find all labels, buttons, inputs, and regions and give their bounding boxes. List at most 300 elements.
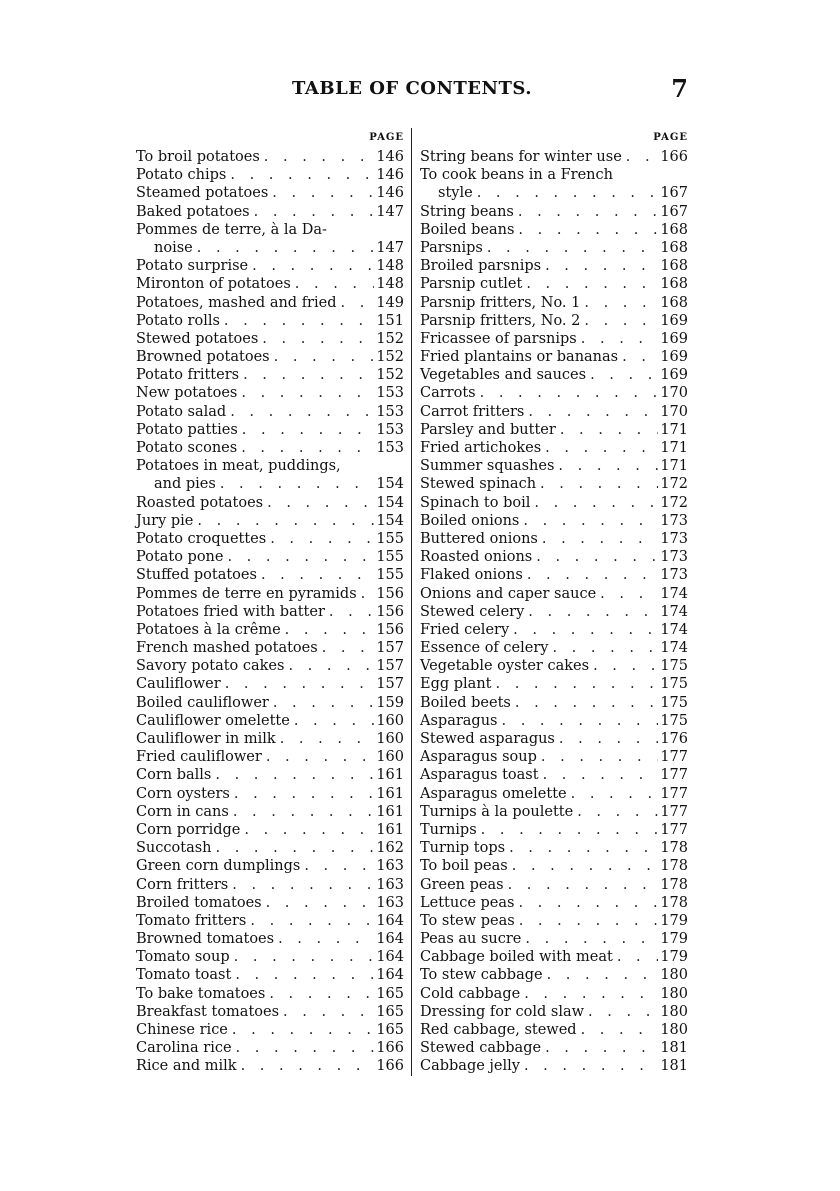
toc-entry	[420, 675, 688, 693]
toc-entry	[136, 366, 404, 384]
toc-entry-title: Stewed potatoes	[136, 330, 259, 347]
toc-entry-page: 157	[376, 640, 404, 657]
toc-entry	[420, 184, 688, 202]
dot-leader	[228, 1021, 374, 1039]
toc-entry-title: Cauliflower omelette	[136, 712, 290, 729]
toc-entry-title: Potato salad	[136, 403, 227, 420]
page-column-label: PAGE	[653, 132, 688, 143]
toc-entry-page: 175	[660, 712, 688, 729]
dot-leader	[284, 657, 374, 675]
dot-leader	[220, 312, 374, 330]
dot-leader	[523, 566, 658, 584]
toc-entry	[136, 494, 404, 512]
toc-entry	[420, 1021, 688, 1039]
toc-entry-title: Breakfast tomatoes	[136, 1003, 280, 1020]
toc-entry-page: 170	[660, 403, 688, 420]
dot-leader	[230, 785, 374, 803]
toc-entry-title: Potato chips	[136, 167, 227, 184]
toc-entry	[420, 330, 688, 348]
toc-entry-page: 151	[376, 312, 404, 329]
toc-entry-title: Asparagus toast	[420, 767, 539, 784]
toc-entry-page: 146	[376, 149, 404, 165]
toc-entry-title: Parsnip cutlet	[420, 276, 523, 293]
dot-leader	[240, 821, 374, 839]
toc-entry-page: 155	[376, 530, 404, 547]
toc-entry-page: 161	[376, 803, 404, 820]
toc-entry-title: Stewed spinach	[420, 476, 537, 493]
toc-entry-page: 175	[660, 676, 688, 693]
toc-entry-page: 157	[376, 658, 404, 675]
toc-entry-title: Browned potatoes	[136, 349, 270, 366]
dot-leader	[509, 621, 658, 639]
dot-leader	[337, 294, 375, 312]
toc-entry	[420, 894, 688, 912]
dot-leader	[589, 657, 658, 675]
toc-entry-page: 152	[376, 349, 404, 366]
toc-entry-page: 161	[376, 785, 404, 802]
toc-entry	[136, 439, 404, 457]
toc-entry	[420, 348, 688, 366]
toc-entry	[420, 548, 688, 566]
page-number: 7	[671, 74, 688, 103]
dot-leader	[279, 1003, 374, 1021]
dot-leader	[290, 712, 374, 730]
toc-entry	[136, 294, 404, 312]
dot-leader	[230, 948, 374, 966]
toc-entry	[420, 730, 688, 748]
toc-entry	[136, 403, 404, 421]
toc-entry	[420, 512, 688, 530]
toc-entry-page: 160	[376, 749, 404, 766]
dot-leader	[268, 184, 374, 202]
toc-entry-page: 164	[376, 967, 404, 984]
toc-entry-title: Lettuce peas	[420, 894, 515, 911]
dot-leader	[514, 221, 658, 239]
toc-entry-page: 168	[660, 221, 688, 238]
toc-entry-title: Succotash	[136, 840, 212, 857]
toc-entry	[136, 876, 404, 894]
toc-entry	[136, 585, 404, 603]
toc-entry-title: Parsnip fritters, No. 2	[420, 312, 581, 329]
toc-entry-page: 177	[660, 803, 688, 820]
toc-entry-page: 168	[660, 276, 688, 293]
dot-leader	[193, 512, 374, 530]
toc-entry-page: 168	[660, 294, 688, 311]
toc-entry-page: 180	[660, 1022, 688, 1038]
toc-entry	[136, 639, 404, 657]
dot-leader	[226, 166, 374, 184]
toc-entry	[136, 221, 404, 239]
dot-leader	[238, 421, 374, 439]
toc-entry-page: 163	[376, 858, 404, 875]
toc-entry-title: Turnip tops	[420, 840, 506, 857]
dot-leader	[269, 694, 374, 712]
toc-entry-title: Corn balls	[136, 767, 212, 784]
toc-entry-page: 171	[660, 440, 688, 456]
toc-entry	[136, 184, 404, 202]
toc-entry-title: Mironton of potatoes	[136, 276, 291, 293]
toc-entry-page: 176	[660, 731, 688, 747]
toc-entry	[420, 257, 688, 275]
toc-entry	[420, 857, 688, 875]
toc-entry	[136, 930, 404, 948]
toc-entry	[420, 1057, 688, 1075]
dot-leader	[524, 603, 658, 621]
dot-leader	[541, 439, 658, 457]
toc-entry-page: 169	[660, 312, 688, 329]
dot-leader	[193, 239, 374, 257]
toc-entry	[420, 621, 688, 639]
toc-entry-page: 175	[660, 694, 688, 711]
dot-leader	[239, 366, 374, 384]
toc-entry-page: 152	[376, 367, 404, 384]
toc-entry-title: Pommes de terre en pyramids	[136, 585, 357, 602]
dot-leader	[554, 457, 658, 475]
column-divider	[411, 128, 412, 1076]
dot-leader	[580, 294, 658, 312]
toc-entry-title: Tomato soup	[136, 949, 230, 966]
toc-entry-page: 171	[660, 421, 688, 438]
dot-leader	[216, 475, 374, 493]
toc-entry-page: 164	[376, 931, 404, 948]
dot-leader	[318, 639, 374, 657]
toc-entry-page: 166	[376, 1040, 404, 1057]
dot-leader	[584, 1003, 658, 1021]
toc-entry	[420, 821, 688, 839]
dot-leader	[573, 803, 658, 821]
toc-entry-page: 178	[660, 876, 688, 893]
toc-entry	[420, 530, 688, 548]
toc-entry-title: Asparagus	[420, 712, 498, 729]
toc-entry-title: Turnips à la poulette	[420, 803, 574, 820]
dot-leader	[577, 330, 658, 348]
toc-entry	[420, 876, 688, 894]
toc-entry-page: 146	[376, 167, 404, 184]
dot-leader	[483, 239, 658, 257]
toc-entry-page: 174	[660, 585, 688, 602]
toc-entry	[420, 948, 688, 966]
toc-entry-page: 168	[660, 258, 688, 275]
dot-leader	[250, 203, 374, 221]
toc-entry	[420, 803, 688, 821]
toc-entry-title: Fried celery	[420, 621, 510, 638]
toc-entry	[420, 1003, 688, 1021]
toc-entry-page: 160	[376, 712, 404, 729]
toc-entry-title: Stuffed potatoes	[136, 567, 257, 584]
dot-leader	[237, 439, 374, 457]
dot-leader	[270, 348, 374, 366]
toc-entry-title: String beans	[420, 203, 514, 220]
toc-entry-title: To stew peas	[420, 912, 515, 929]
toc-entry-title: To cook beans in a French	[420, 167, 613, 184]
toc-entry-page: 161	[376, 821, 404, 838]
dot-leader	[262, 748, 374, 766]
toc-entry-title: Asparagus omelette	[420, 785, 567, 802]
toc-entry-page: 156	[376, 603, 404, 620]
toc-entry-page: 164	[376, 949, 404, 966]
toc-entry-title: Parsnips	[420, 239, 483, 256]
toc-entry	[420, 712, 688, 730]
toc-entry	[420, 966, 688, 984]
dot-leader	[596, 585, 658, 603]
toc-entry-title: Boiled cauliflower	[136, 694, 269, 711]
toc-entry	[136, 548, 404, 566]
dot-leader	[541, 257, 658, 275]
toc-entry-title: To broil potatoes	[136, 149, 260, 165]
dot-leader	[248, 257, 374, 275]
toc-entry-page: 169	[660, 330, 688, 347]
toc-entry-page: 180	[660, 1003, 688, 1020]
toc-entry-page: 154	[376, 494, 404, 511]
toc-entry-title: Carrots	[420, 385, 476, 402]
toc-entry-page: 164	[376, 912, 404, 929]
toc-entry-title: To boil peas	[420, 858, 508, 875]
toc-entry-title: Cauliflower in milk	[136, 731, 276, 747]
toc-entry	[420, 839, 688, 857]
toc-entry-page: 173	[660, 549, 688, 566]
toc-entry-page: 180	[660, 985, 688, 1002]
toc-entry-title: Stewed cabbage	[420, 1040, 542, 1057]
toc-entry	[136, 1057, 404, 1075]
toc-entry-page: 173	[660, 512, 688, 529]
toc-entry-page: 159	[376, 694, 404, 711]
toc-entry	[420, 657, 688, 675]
toc-entry	[136, 694, 404, 712]
toc-entry-page: 181	[660, 1040, 688, 1057]
toc-entry-page: 153	[376, 440, 404, 456]
toc-entry-page: 157	[376, 676, 404, 693]
dot-leader	[539, 766, 658, 784]
dot-leader	[232, 1039, 374, 1057]
toc-entry-page: 148	[376, 276, 404, 293]
toc-entry	[136, 239, 404, 257]
toc-entry-title: Corn fritters	[136, 876, 229, 893]
toc-entry-page: 165	[376, 985, 404, 1002]
toc-entry-page: 165	[376, 1003, 404, 1020]
toc-entry-page: 179	[660, 931, 688, 948]
toc-entry-title: Jury pie	[136, 512, 194, 529]
toc-entry	[420, 366, 688, 384]
toc-entry-title: Savory potato cakes	[136, 658, 285, 675]
dot-leader	[514, 894, 658, 912]
toc-entry-title: Peas au sucre	[420, 931, 522, 948]
toc-entry-title: Potatoes, mashed and fried	[136, 294, 337, 311]
toc-entry-page: 163	[376, 876, 404, 893]
toc-entry	[136, 839, 404, 857]
toc-entry-title: Tomato toast	[136, 967, 232, 984]
toc-entry-title: Buttered onions	[420, 530, 538, 547]
toc-entry-title: Green corn dumplings	[136, 858, 301, 875]
toc-entry	[420, 457, 688, 475]
dot-leader	[211, 766, 374, 784]
toc-entry-title: Potatoes in meat, puddings,	[136, 458, 341, 475]
toc-entry-page: 174	[660, 603, 688, 620]
toc-entry-title: String beans for winter use	[420, 149, 622, 165]
toc-entry-page: 177	[660, 785, 688, 802]
toc-entry-page: 181	[660, 1058, 688, 1075]
toc-entry-title: Carrot fritters	[420, 403, 525, 420]
toc-entry-title: Asparagus soup	[420, 749, 537, 766]
toc-entry	[136, 966, 404, 984]
dot-leader	[511, 694, 658, 712]
toc-entry	[420, 930, 688, 948]
toc-entry-page: 170	[660, 385, 688, 402]
toc-entry	[420, 912, 688, 930]
toc-entry	[136, 657, 404, 675]
page-header	[136, 74, 688, 106]
dot-leader	[520, 1057, 658, 1075]
toc-entry	[136, 675, 404, 693]
dot-leader	[520, 985, 658, 1003]
toc-entry-page: 177	[660, 767, 688, 784]
toc-entry	[420, 403, 688, 421]
dot-leader	[228, 876, 374, 894]
dot-leader	[515, 912, 658, 930]
toc-entry-title: Fricassee of parsnips	[420, 330, 577, 347]
toc-entry-title: Broiled tomatoes	[136, 894, 262, 911]
toc-entry-title: Cauliflower	[136, 676, 221, 693]
dot-leader	[532, 548, 658, 566]
toc-entry-title: Green peas	[420, 876, 504, 893]
dot-leader	[497, 712, 658, 730]
toc-entry	[420, 603, 688, 621]
toc-entry	[420, 566, 688, 584]
dot-leader	[231, 966, 374, 984]
contents-column-right	[420, 128, 688, 1076]
toc-entry-title: Cold cabbage	[420, 985, 521, 1002]
toc-entry-title: Onions and caper sauce	[420, 585, 597, 602]
toc-entry	[136, 148, 404, 166]
dot-leader	[538, 530, 658, 548]
toc-entry	[136, 912, 404, 930]
toc-entry-title: Stewed asparagus	[420, 731, 555, 747]
toc-entry-page: 154	[376, 476, 404, 493]
toc-entry-page: 174	[660, 640, 688, 657]
dot-leader	[543, 966, 658, 984]
toc-entry	[136, 985, 404, 1003]
toc-entry-page: 174	[660, 621, 688, 638]
dot-leader	[508, 857, 658, 875]
dot-leader	[476, 384, 658, 402]
toc-entry	[420, 421, 688, 439]
toc-entry	[136, 1021, 404, 1039]
dot-leader	[229, 803, 374, 821]
dot-leader	[477, 821, 658, 839]
toc-entry-page: 155	[376, 549, 404, 566]
toc-entry-page: 154	[376, 512, 404, 529]
toc-entry-title: Stewed celery	[420, 603, 525, 620]
toc-entry-page: 166	[660, 149, 688, 165]
toc-entry	[420, 494, 688, 512]
toc-entry-title: Fried cauliflower	[136, 749, 262, 766]
dot-leader	[325, 603, 374, 621]
toc-entry-page: 156	[376, 585, 404, 602]
toc-entry-title: Summer squashes	[420, 458, 555, 475]
dot-leader	[541, 1039, 658, 1057]
toc-entry-title: Roasted onions	[420, 549, 533, 566]
toc-entry-title: Carolina rice	[136, 1040, 232, 1057]
toc-entry-page: 153	[376, 403, 404, 420]
dot-leader	[505, 839, 658, 857]
toc-entry	[136, 330, 404, 348]
dot-leader	[522, 275, 658, 293]
toc-entry-title: Parsnip fritters, No. 1	[420, 294, 581, 311]
toc-entry	[136, 803, 404, 821]
toc-entry-title: Roasted potatoes	[136, 494, 264, 511]
toc-entry-title: Broiled parsnips	[420, 258, 542, 275]
toc-entry-title: Potatoes fried with batter	[136, 603, 325, 620]
toc-entry-title: Steamed potatoes	[136, 185, 269, 202]
toc-entry	[136, 566, 404, 584]
toc-entry-title: Vegetable oyster cakes	[420, 658, 590, 675]
toc-entry	[420, 203, 688, 221]
toc-entry-title: Parsley and butter	[420, 421, 556, 438]
toc-entry-title: noise	[154, 239, 193, 256]
toc-entry-page: 153	[376, 421, 404, 438]
dot-leader	[504, 876, 658, 894]
toc-entry	[136, 312, 404, 330]
toc-entry-title: Tomato fritters	[136, 912, 247, 929]
toc-entry	[136, 785, 404, 803]
dot-leader	[613, 948, 658, 966]
toc-entry	[420, 275, 688, 293]
dot-leader	[266, 530, 374, 548]
toc-entry-page: 172	[660, 494, 688, 511]
dot-leader	[492, 675, 659, 693]
toc-entry	[136, 948, 404, 966]
dot-leader	[357, 585, 374, 603]
dot-leader	[260, 148, 374, 166]
toc-entry-page: 162	[376, 840, 404, 857]
toc-entry	[136, 257, 404, 275]
dot-leader	[473, 184, 658, 202]
toc-entry-title: Potato fritters	[136, 367, 240, 384]
toc-entry-page: 175	[660, 658, 688, 675]
dot-leader	[262, 894, 374, 912]
toc-entry-title: Egg plant	[420, 676, 492, 693]
toc-entry-title: Spinach to boil	[420, 494, 531, 511]
dot-leader	[258, 330, 374, 348]
toc-entry-title: To stew cabbage	[420, 967, 543, 984]
toc-entry-title: Boiled beets	[420, 694, 511, 711]
toc-entry	[420, 694, 688, 712]
dot-leader	[226, 403, 374, 421]
toc-entry	[136, 766, 404, 784]
toc-entry	[420, 439, 688, 457]
toc-entry	[136, 730, 404, 748]
toc-entry-page: 167	[660, 203, 688, 220]
toc-entry-page: 153	[376, 385, 404, 402]
toc-entry-title: Browned tomatoes	[136, 931, 275, 948]
toc-entry	[136, 475, 404, 493]
dot-leader	[257, 566, 374, 584]
dot-leader	[536, 475, 658, 493]
toc-entry-page: 156	[376, 621, 404, 638]
dot-leader	[246, 912, 374, 930]
toc-entry	[420, 384, 688, 402]
toc-entry-page: 179	[660, 949, 688, 966]
dot-leader	[622, 148, 658, 166]
dot-leader	[276, 730, 374, 748]
toc-entry	[136, 203, 404, 221]
toc-entry	[420, 166, 688, 184]
toc-entry-title: Fried artichokes	[420, 440, 542, 456]
dot-leader	[586, 366, 658, 384]
toc-entry-title: Turnips	[420, 821, 477, 838]
toc-entry	[420, 294, 688, 312]
dot-leader	[556, 421, 658, 439]
toc-entry-title: Potato surprise	[136, 258, 249, 275]
